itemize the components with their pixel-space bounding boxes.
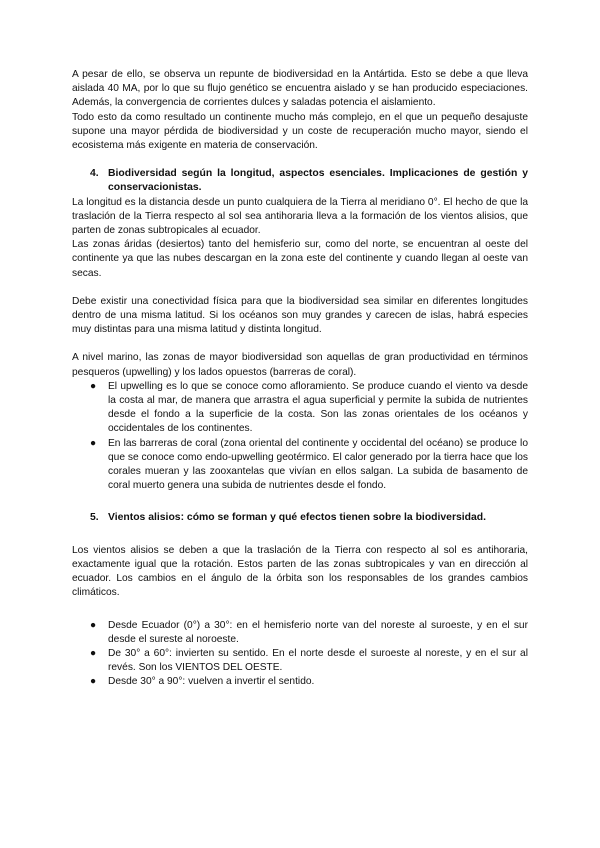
bullet-icon: ● [90, 647, 97, 659]
section-5-number: 5. [90, 512, 99, 524]
bullet-icon: ● [90, 437, 97, 449]
list-item [90, 619, 528, 647]
section-5-title: Vientos alisios: cómo se forman y qué efectos tienen sobre la biodiversidad. [108, 512, 487, 524]
section-4-paragraph-2: Las zonas áridas (desiertos) tanto del hemisferio sur, como del norte, se encuentran al oeste del continente ya que las nubes descargan en la zona este del continente y cuando llegan al oeste van secas. [72, 239, 528, 279]
section-4-paragraph-4: A nivel marino, las zonas de mayor biodiversidad son aquellas de gran productividad en términos pesqueros (upwelling) y los lados opuestos (barreras de coral). [72, 352, 528, 378]
section-5-bullet-list [72, 619, 528, 690]
bullet-icon: ● [90, 619, 97, 631]
section-4-bullet-list [72, 380, 528, 494]
list-item-text: Desde Ecuador (0°) a 30°: en el hemisferio norte van del noreste al suroeste, y en el sur desde el sureste al noroeste. [108, 619, 528, 645]
bullet-icon: ● [90, 676, 97, 688]
list-item-text: Desde 30° a 90°: vuelven a invertir el sentido. [108, 676, 315, 688]
list-item-text: De 30° a 60°: invierten su sentido. En el norte desde el suroeste al noreste, y en el sur al revés. Son los VIENTOS DEL OESTE. [108, 647, 528, 674]
section-5-paragraph-1: Los vientos alisios se deben a que la traslación de la Tierra con respecto al sol es antihoraria, exactamente igual que la rotación. Estos parten de las zonas subtropicales y van en dirección al ecuador. Los cambios en el ángulo de la órbita son los responsables de los grandes cambios climáticos. [72, 544, 528, 599]
section-4-paragraph-1: La longitud es la distancia desde un punto cualquiera de la Tierra al meridiano 0°. El hecho de que la traslación de la Tierra respecto al sol sea antihoraria lleva a la formación de los vientos alisios, que parten de zonas subtropicales al ecuador. [72, 196, 528, 237]
list-item-text: El upwelling es lo que se conoce como afloramiento. Se produce cuando el viento va desde la costa al mar, de manera que arrastra el agua superficial y permite la subida de nutrientes desde el fondo a la superficie de la costa. Son las zonas orientales de los océanos y occidentales de los continentes. [108, 380, 528, 435]
bullet-icon: ● [90, 380, 97, 392]
section-4-number: 4. [90, 168, 99, 180]
list-item-text: En las barreras de coral (zona oriental del continente y occidental del océano) se produce lo que se conoce como endo-upwelling geotérmico. El calor generado por la tierra hace que los corales mueran y las zooxantelas que vivían en ellos salgan. La subida de basamento de coral muerto genera una subida de nutrientes desde el fondo. [108, 437, 528, 492]
intro-paragraph-1: A pesar de ello, se observa un repunte de biodiversidad en la Antártida. Esto se debe a que lleva aislada 40 MA, por lo que su flujo genético se encuentra aislado y se han producido especiaciones. Además, la convergencia de corrientes dulces y saladas potencia el aislamiento. [72, 69, 528, 109]
section-4-heading [72, 167, 528, 195]
section-4-paragraph-3: Debe existir una conectividad física para que la biodiversidad sea similar en diferentes longitudes dentro de una misma latitud. Si los océanos son muy grandes y carecen de islas, habrá especies muy distintas para una misma latitud y distinta longitud. [72, 295, 528, 336]
section-4-title: Biodiversidad según la longitud, aspectos esenciales. Implicaciones de gestión y conservacionistas. [108, 168, 528, 194]
list-item [90, 380, 528, 437]
intro-paragraph-2: Todo esto da como resultado un continente mucho más complejo, en el que un pequeño desajuste supone una mayor pérdida de biodiversidad y un coste de recuperación mucho mayor, siendo el ecosistema más exigente en materia de conservación. [72, 111, 528, 152]
list-item [90, 647, 528, 675]
list-item [90, 437, 528, 494]
list-item [90, 675, 528, 689]
section-5-heading [72, 511, 528, 525]
